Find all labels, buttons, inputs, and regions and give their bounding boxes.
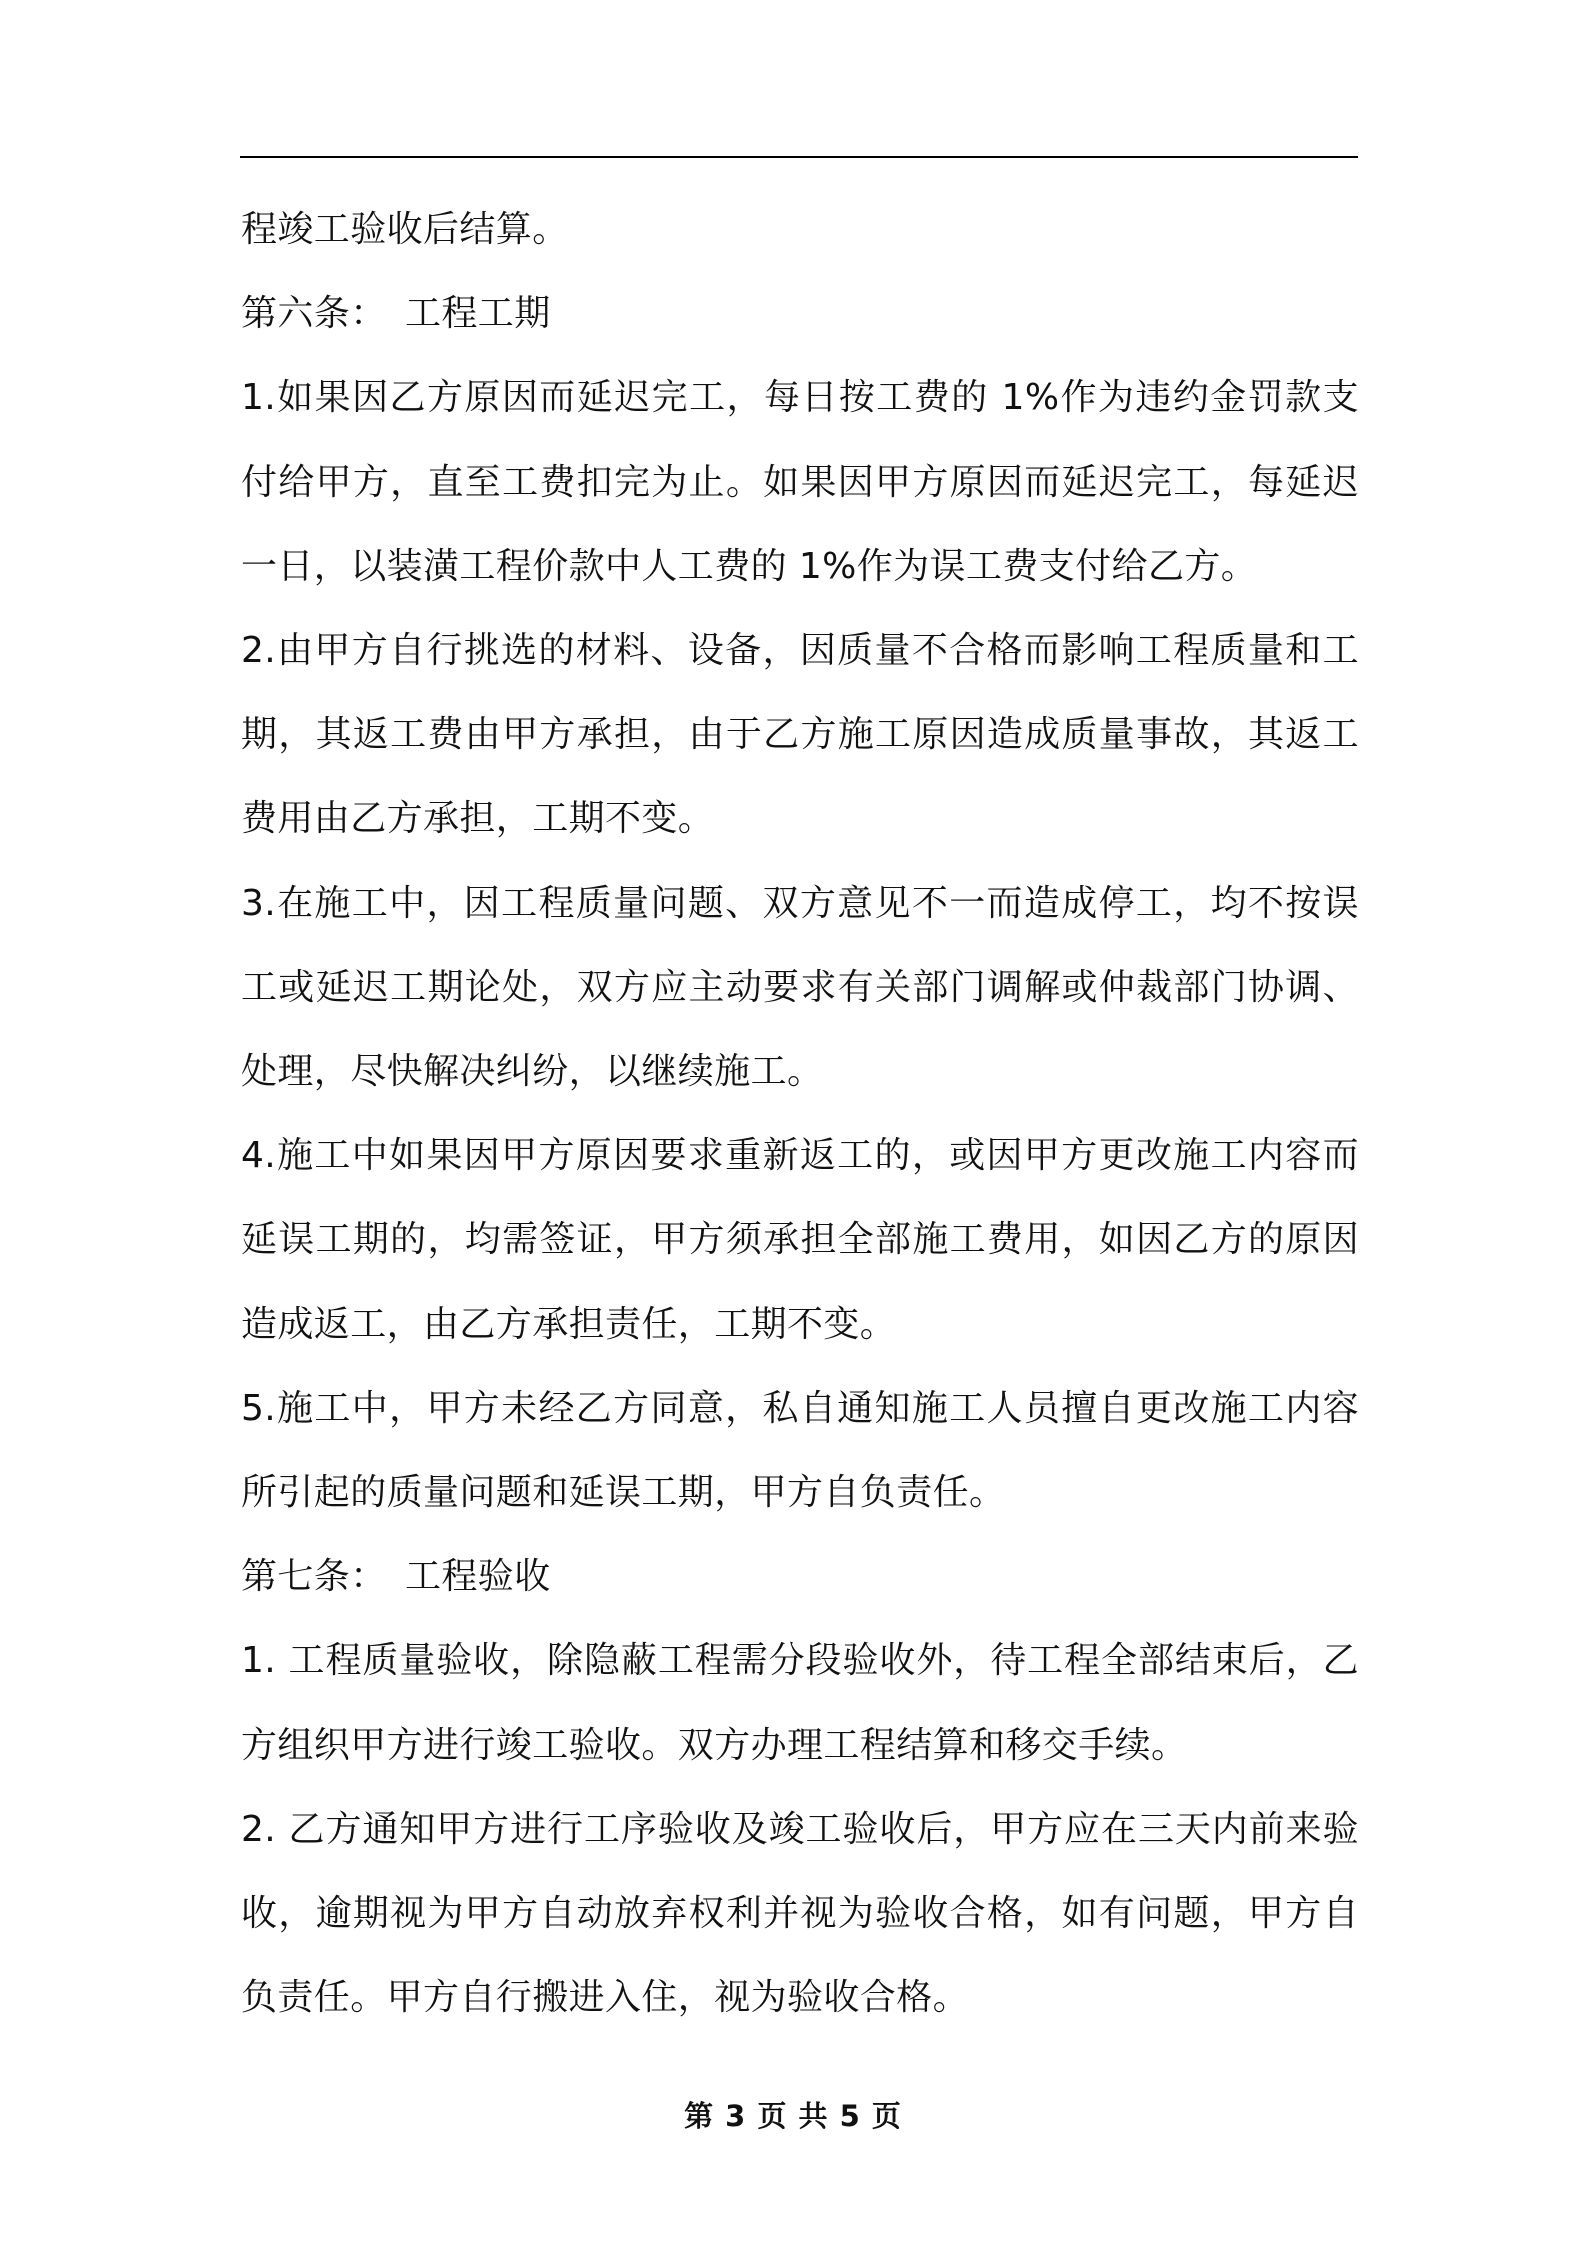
paragraph-article-6-item-5: 5.施工中，甲方未经乙方同意，私自通知施工人员擅自更改施工内容所引起的质量问题和延误工期，甲方自负责任。 bbox=[241, 1387, 1359, 1514]
document-body bbox=[241, 188, 1359, 2040]
header-rule bbox=[240, 156, 1358, 158]
paragraph-article-7-item-2: 2. 乙方通知甲方进行工序验收及竣工验收后，甲方应在三天内前来验收，逾期视为甲方自动放弃权利并视为验收合格，如有问题，甲方自负责任。甲方自行搬进入住，视为验收合格。 bbox=[241, 1808, 1359, 2019]
paragraph-article-7-item-1: 1. 工程质量验收，除隐蔽工程需分段验收外，待工程全部结束后，乙方组织甲方进行竣工验收。双方办理工程结算和移交手续。 bbox=[241, 1640, 1359, 1766]
paragraph-article-6-item-4: 4.施工中如果因甲方原因要求重新返工的，或因甲方更改施工内容而延误工期的，均需签证，甲方须承担全部施工费用，如因乙方的原因造成返工，由乙方承担责任，工期不变。 bbox=[241, 1135, 1359, 1345]
section-heading-article-7: 第七条： 工程验收 bbox=[241, 1556, 551, 1598]
page-number-footer: 第 3 页 共 5 页 bbox=[684, 2099, 902, 2133]
paragraph-article-6-item-1: 1.如果因乙方原因而延迟完工，每日按工费的 1%作为违约金罚款支付给甲方，直至工费扣完为止。如果因甲方原因而延迟完工，每延迟一日，以装潢工程价款中人工费的 1%作为误工费支付给乙方。 bbox=[241, 377, 1359, 587]
paragraph-article-6-item-2: 2.由甲方自行挑选的材料、设备，因质量不合格而影响工程质量和工期，其返工费由甲方承担，由于乙方施工原因造成质量事故，其返工费用由乙方承担，工期不变。 bbox=[241, 630, 1359, 840]
section-heading-article-6: 第六条： 工程工期 bbox=[241, 293, 551, 335]
paragraph-article-6-item-3: 3.在施工中，因工程质量问题、双方意见不一而造成停工，均不按误工或延迟工期论处，双方应主动要求有关部门调解或仲裁部门协调、处理，尽快解决纠纷，以继续施工。 bbox=[241, 882, 1359, 1093]
paragraph-continuation: 程竣工验收后结算。 bbox=[241, 209, 569, 250]
